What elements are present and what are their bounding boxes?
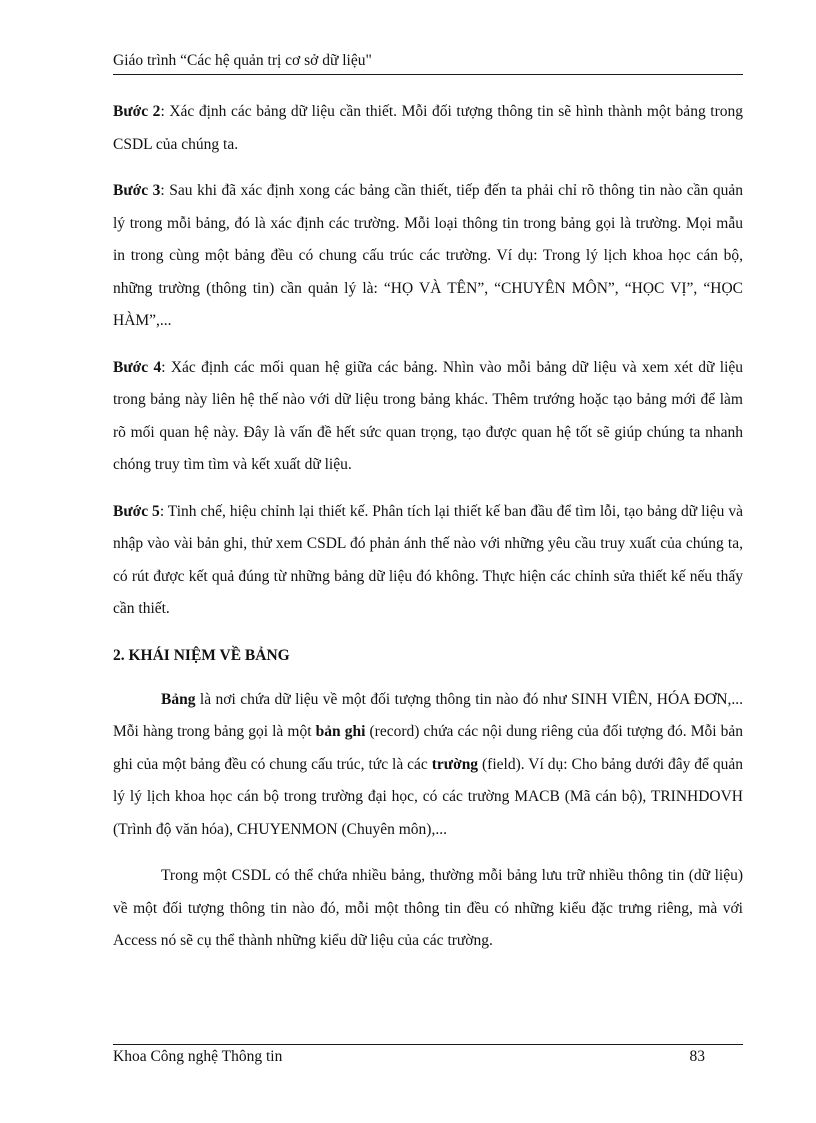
step-4-text: : Xác định các mối quan hệ giữa các bảng. Nhìn vào mỗi bảng dữ liệu và xem xét dữ liệu trong bảng này liên hệ thế nào với dữ liệu trong bảng khác. Thêm trướng hoặc tạo bảng mới để làm rõ mối quan hệ này. Đây là vấn đề hết sức quan trọng, tạo được quan hệ tốt sẽ giúp chúng ta nhanh chóng truy tìm tìm và kết xuất dữ liệu. <box>113 358 744 473</box>
page-footer <box>113 1044 743 1068</box>
header-title: Giáo trình “Các hệ quản trị cơ sở dữ liệu" <box>113 52 372 69</box>
concept-text-3: (field). Ví dụ: Cho bảng dưới đây để quản lý lý lịch khoa học cán bộ trong trường đại học, có các trường MACB (Mã cán bộ), TRINHDOVH (Trình độ văn hóa), CHUYENMON (Chuyên môn),... <box>113 755 744 838</box>
document-body <box>113 96 743 972</box>
term-bang: Bảng <box>161 690 196 708</box>
concept-text-1: là nơi chứa dữ liệu về một đối tượng thông tin nào đó như SINH VIÊN, HÓA ĐƠN,... Mỗi hàng trong bảng gọi là một <box>113 690 743 740</box>
step-2-label: Bước 2 <box>113 103 161 120</box>
step-2-paragraph <box>113 96 743 161</box>
table-concept-paragraph <box>113 684 743 847</box>
step-3-text: : Sau khi đã xác định xong các bảng cần thiết, tiếp đến ta phải chỉ rõ thông tin nào cần quản lý trong mỗi bảng, đó là xác định các trường. Mỗi loại thông tin trong bảng gọi là trường. Mọi mẫu in trong cùng một bảng đều có chung cấu trúc các trường. Ví dụ: Trong lý lịch khoa học cán bộ, những trường (thông tin) cần quản lý là: “HỌ VÀ TÊN”, “CHUYÊN MÔN”, “HỌC VỊ”, “HỌC HÀM”,... <box>113 182 743 329</box>
step-4-label: Bước 4 <box>113 358 162 376</box>
step-5-paragraph <box>113 496 743 626</box>
page-header <box>113 50 743 75</box>
step-5-label: Bước 5 <box>113 502 160 520</box>
step-3-label: Bước 3 <box>113 182 161 199</box>
term-truong: trường <box>431 755 479 773</box>
page-number: 83 <box>689 1048 705 1065</box>
database-tables-paragraph: Trong một CSDL có thể chứa nhiều bảng, thường mỗi bảng lưu trữ nhiều thông tin (dữ liệu) về một đối tượng thông tin nào đó, mỗi một thông tin đều có những kiểu đặc trưng riêng, mà với Access nó sẽ cụ thể thành những kiểu dữ liệu của các trường. <box>113 867 743 949</box>
section-heading: 2. KHÁI NIỆM VỀ BẢNG <box>113 646 290 664</box>
footer-department: Khoa Công nghệ Thông tin <box>113 1048 283 1065</box>
step-4-paragraph <box>113 352 743 482</box>
step-5-text: : Tinh chế, hiệu chỉnh lại thiết kế. Phân tích lại thiết kế ban đầu để tìm lỗi, tạo bảng dữ liệu và nhập vào vài bản ghi, thử xem CSDL đó phản ánh thế nào với những yêu cầu truy xuất của chúng ta, có rút được kết quả đúng từ những bảng dữ liệu đó không. Thực hiện các chỉnh sửa thiết kế nếu thấy cần thiết. <box>113 502 743 617</box>
step-2-text: : Xác định các bảng dữ liệu cần thiết. Mỗi đối tượng thông tin sẽ hình thành một bảng trong CSDL của chúng ta. <box>113 103 743 153</box>
step-3-paragraph <box>113 175 743 338</box>
concept-text-2: (record) chứa các nội dung riêng của đối tượng đó. Mỗi bản ghi của một bảng đều có chung cấu trúc, tức là các <box>113 723 744 773</box>
term-ban-ghi: bản ghi <box>315 723 366 740</box>
